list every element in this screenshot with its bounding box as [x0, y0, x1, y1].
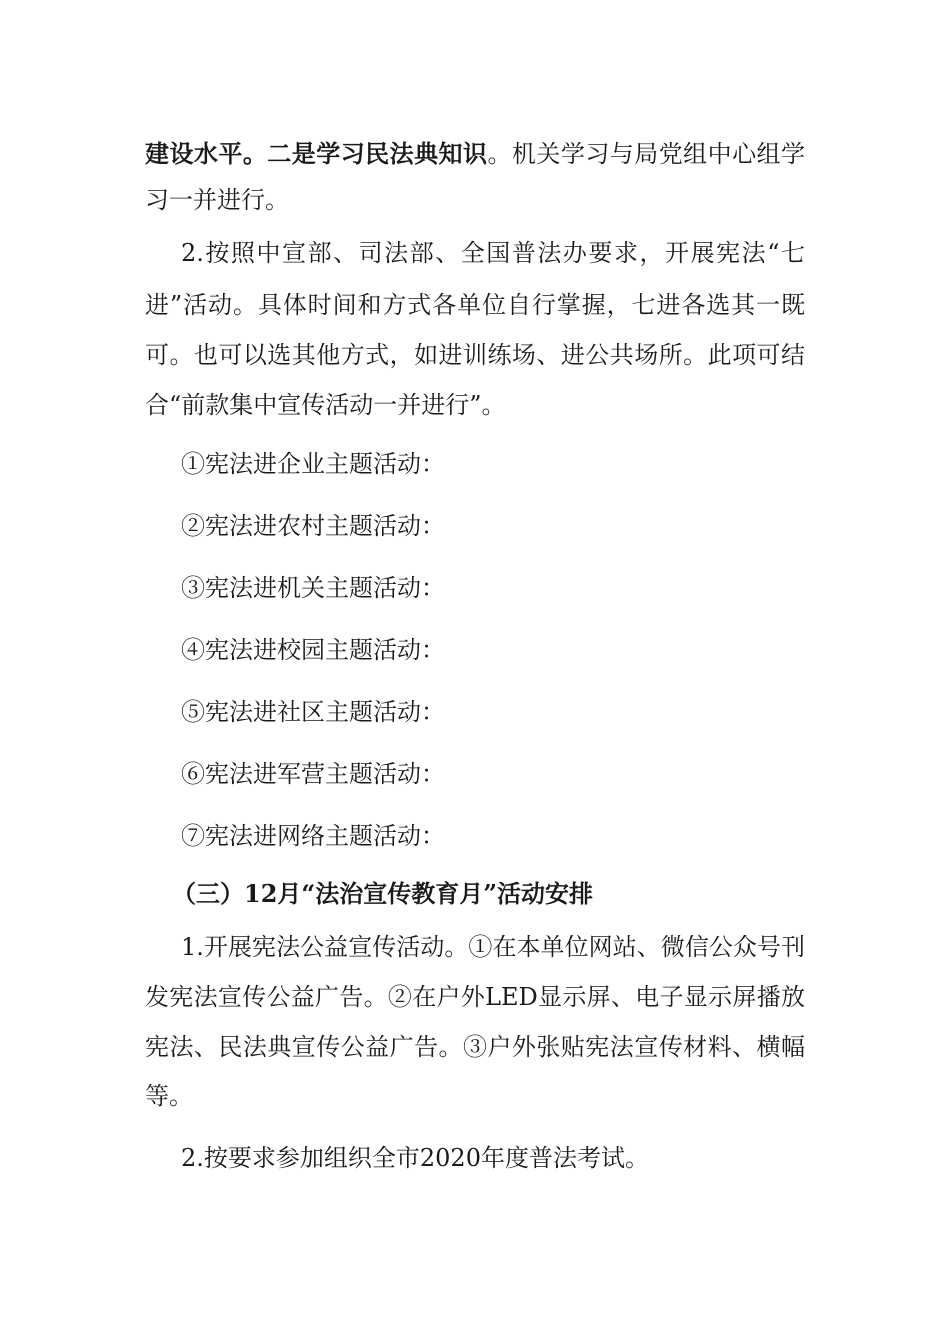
- para3-line2: 发宪法宣传公益广告。②在户外LED显示屏、电子显示屏播放: [145, 983, 805, 1011]
- para2-line1: 2.按照中宣部、司法部、全国普法办要求，开展宪法“七: [181, 239, 805, 267]
- para3-line4: 等。: [145, 1082, 193, 1110]
- para1-line1: [145, 138, 805, 170]
- list-item: ⑦宪法进网络主题活动：: [181, 822, 445, 850]
- para3-line1: 1.开展宪法公益宣传活动。①在本单位网站、微信公众号刊: [181, 933, 805, 961]
- para1-line2: 习一并进行。: [145, 186, 289, 214]
- para1-bold-lead: 建设水平。二是学习民法典知识: [145, 139, 488, 168]
- para2-line4: 合“前款集中宣传活动一并进行”。: [145, 391, 506, 419]
- para2-line3: 可。也可以选其他方式，如进训练场、进公共场所。此项可结: [145, 341, 805, 369]
- list-item: ④宪法进校园主题活动：: [181, 636, 445, 664]
- list-item: ⑥宪法进军营主题活动：: [181, 760, 445, 788]
- para4-line1: 2.按要求参加组织全市2020年度普法考试。: [181, 1144, 649, 1172]
- list-item: ⑤宪法进社区主题活动：: [181, 698, 445, 726]
- para2-line2: 进”活动。具体时间和方式各单位自行掌握，七进各选其一既: [145, 291, 805, 319]
- list-item: ③宪法进机关主题活动：: [181, 574, 445, 602]
- para1-line1-rest: 。机关学习与局党组中心组学: [487, 140, 806, 168]
- para3-line3: 宪法、民法典宣传公益广告。③户外张贴宪法宣传材料、横幅: [145, 1033, 805, 1061]
- list-item: ②宪法进农村主题活动：: [181, 512, 445, 540]
- list-item: ①宪法进企业主题活动：: [181, 450, 445, 478]
- section-heading: （三）12月“法治宣传教育月”活动安排: [172, 879, 594, 908]
